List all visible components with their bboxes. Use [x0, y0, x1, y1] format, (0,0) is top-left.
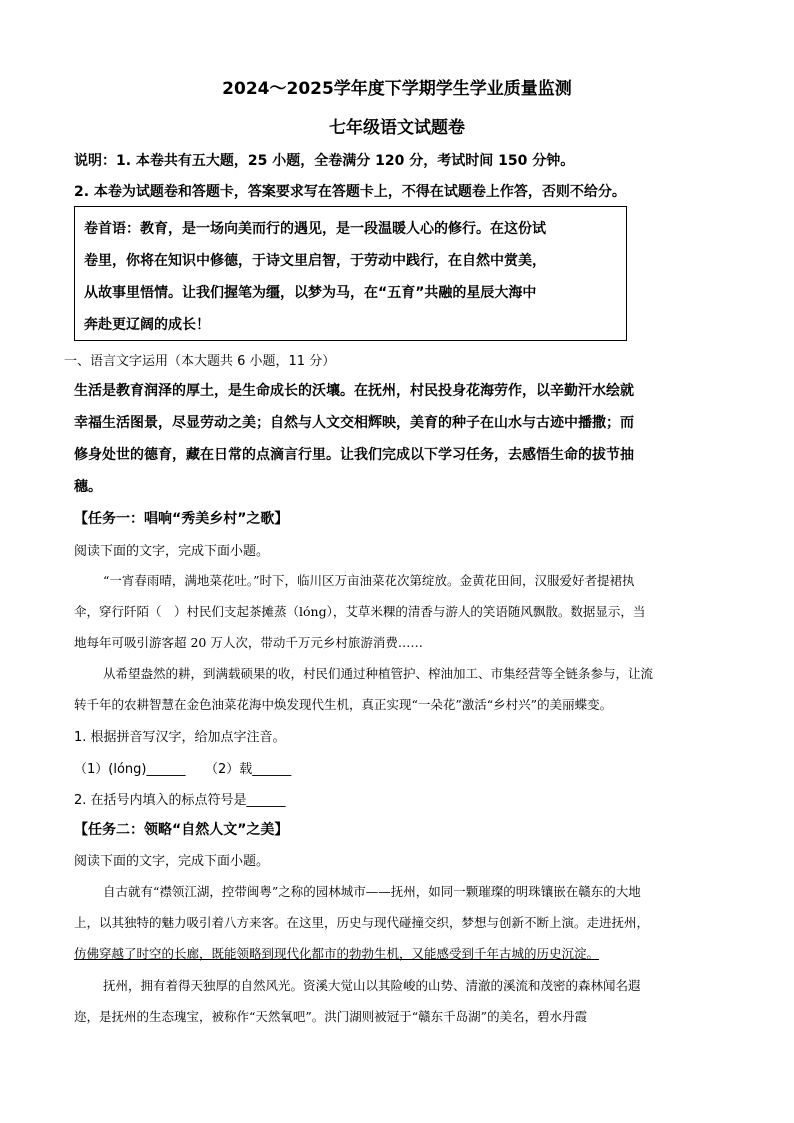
task2-passage-line-underlined: 仿佛穿越了时空的长廊，既能领略到现代化都市的勃勃生机，又能感受到千年古城的历史沉淀。 [74, 946, 600, 961]
preface-line: 从故事里悟情。让我们握笔为缰，以梦为马，在“五育”共融的星辰大海中 [84, 285, 537, 301]
task2-passage-line: 迩，是抚州的生态瑰宝，被称作“天然氧吧”。洪门湖则被冠于“赣东千岛湖”的美名，碧水丹霞 [74, 1009, 588, 1024]
task2-heading: 【任务二：领略“自然人文”之美】 [74, 822, 289, 838]
task2-instruction: 阅读下面的文字，完成下面小题。 [74, 854, 270, 869]
task2-passage-line: 自古就有“襟领江湖，控带闽粤”之称的园林城市——抚州，如同一颗璀璨的明珠镶嵌在赣东的大地 [103, 884, 641, 899]
section1-intro-line: 幸福生活图景，尽显劳动之美；自然与人文交相辉映，美育的种子在山水与古迹中播撒；而 [74, 415, 634, 431]
task2-passage-line: 抚州，拥有着得天独厚的自然风光。资溪大觉山以其险峻的山势、清澈的溪流和茂密的森林闻名遐 [103, 978, 641, 993]
section1-intro-line: 生活是教育润泽的厚土，是生命成长的沃壤。在抚州，村民投身花海劳作，以辛勤汗水绘就 [74, 383, 634, 399]
note-2: 2. 本卷为试题卷和答题卡，答案要求写在答题卡上，不得在试题卷上作答，否则不给分。 [74, 184, 626, 200]
section1-intro-line: 穗。 [74, 479, 102, 495]
preface-box [74, 206, 627, 341]
task1-passage-line: “一宵春雨晴，满地菜花吐。”时下，临川区万亩油菜花次第绽放。金黄花田间，汉服爱好者提裙执 [103, 573, 635, 588]
task1-passage-line: 转千年的农耕智慧在金色油菜花海中焕发现代生机，真正实现“一朵花”激活“乡村兴”的美丽蝶变。 [74, 697, 613, 712]
question-2: 2. 在括号内填入的标点符号是______ [74, 793, 286, 808]
preface-line: 卷里，你将在知识中修德，于诗文里启智，于劳动中践行，在自然中赏美， [84, 253, 546, 269]
exam-title: 2024～2025学年度下学期学生学业质量监测 [222, 79, 572, 99]
question-1: 1. 根据拼音写汉字，给加点字注音。 [74, 730, 286, 745]
task1-passage-line: 从希望盎然的耕，到满载硕果的收，村民们通过种植管护、榨油加工、市集经营等全链条参与，让流 [103, 666, 654, 681]
preface-line: 奔赴更辽阔的成长！ [84, 317, 210, 333]
task1-passage-line: 伞，穿行阡陌（ ）村民们支起茶摊蒸（lóng），艾草米粿的清香与游人的笑语随风飘散。数据显示，当 [74, 604, 646, 619]
preface-line: 卷首语：教育，是一场向美而行的遇见，是一段温暖人心的修行。在这份试 [84, 221, 546, 237]
task1-passage-line: 地每年可吸引游客超 20 万人次，带动千万元乡村旅游消费…… [74, 635, 423, 650]
section1-intro-line: 修身处世的德育，藏在日常的点滴言行里。让我们完成以下学习任务，去感悟生命的拔节抽 [74, 447, 634, 463]
task1-heading: 【任务一：唱响“秀美乡村”之歌】 [74, 511, 289, 527]
section1-heading: 一、语言文字运用（本大题共 6 小题，11 分） [64, 354, 336, 369]
question-1-answers: （1）(lóng)______ （2）载______ [74, 762, 292, 777]
task1-instruction: 阅读下面的文字，完成下面小题。 [74, 544, 270, 559]
task2-passage-line: 上，以其独特的魅力吸引着八方来客。在这里，历史与现代碰撞交织，梦想与创新不断上演。走进抚州， [74, 915, 650, 930]
note-1: 说明：1. 本卷共有五大题，25 小题，全卷满分 120 分，考试时间 150 分钟。 [74, 153, 575, 169]
exam-subtitle: 七年级语文试题卷 [329, 118, 465, 138]
